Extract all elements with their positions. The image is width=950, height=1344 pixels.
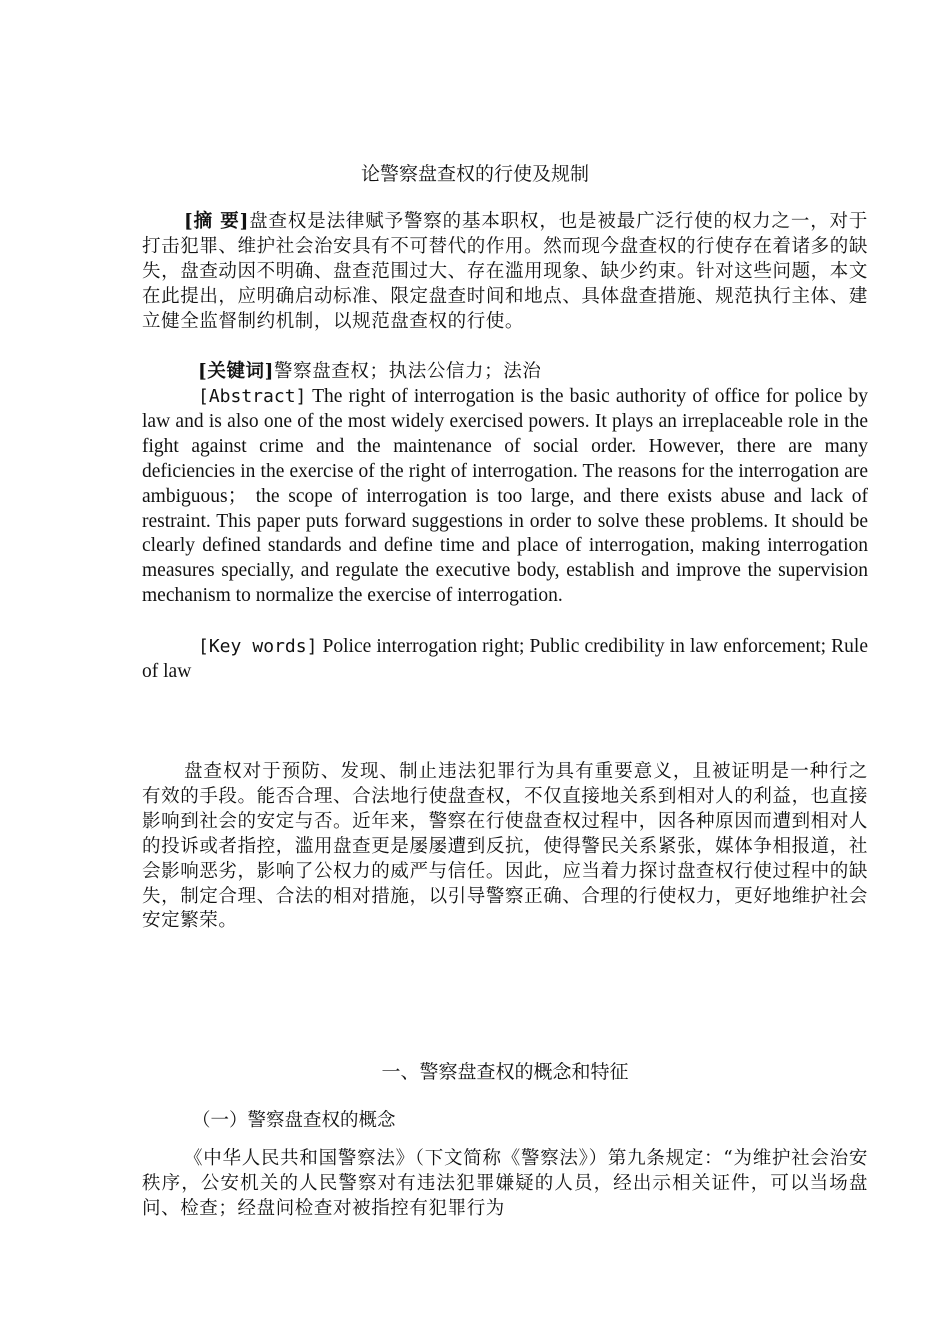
- english-abstract-text: The right of interrogation is the basic authority of office for police by law and is also one of the most widely exercised powers. It plays an irreplaceable role in the fight against crime and the maintenance of social order. However, there are many deficiencies in the exercise of the right of interrogation. The reasons for the interrogation are ambiguous； the scope of interrogation is too large, and there exists abuse and lack of restraint. This paper puts forward suggestions in order to solve these problems. It should be clearly defined standards and define time and place of interrogation, making interrogation measures specially, and regulate the executive body, establish and improve the supervision mechanism to normalize the exercise of interrogation.: [142, 386, 868, 607]
- introduction-paragraph: 盘查权对于预防、发现、制止违法犯罪行为具有重要意义，且被证明是一种行之有效的手段。能否合理、合法地行使盘查权，不仅直接地关系到相对人的利益，也直接影响到社会的安定与否。近年来，警察在行使盘查权过程中，因各种原因而遭到相对人的投诉或者指控，滥用盘查更是屡屡遭到反抗，使得警民关系紧张，媒体争相报道，社会影响恶劣，影响了公权力的威严与信任。因此，应当着力探讨盘查权行使过程中的缺失，制定合理、合法的相对措施，以引导警察正确、合理的行使权力，更好地维护社会安定繁荣。: [142, 761, 868, 932]
- chinese-abstract-label: [摘 要]: [184, 211, 249, 232]
- english-keywords-text: Police interrogation right; Public credibility in law enforcement; Rule of law: [142, 636, 868, 682]
- section-heading: 一、警察盘查权的概念和特征: [381, 1061, 629, 1083]
- chinese-abstract-text: 盘查权是法律赋予警察的基本职权，也是被最广泛行使的权力之一，对于打击犯罪、维护社会治安具有不可替代的作用。然而现今盘查权的行使存在着诸多的缺失，盘查动因不明确、盘查范围过大、存在滥用现象、缺少约束。针对这些问题，本文在此提出，应明确启动标准、限定盘查时间和地点、具体盘查措施、规范执行主体、建立健全监督制约机制，以规范盘查权的行使。: [142, 211, 869, 332]
- document-title: 论警察盘查权的行使及规制: [360, 163, 589, 185]
- body-paragraph: 《中华人民共和国警察法》（下文简称《警察法》）第九条规定：“为维护社会治安秩序，公安机关的人民警察对有违法犯罪嫌疑的人员，经出示相关证件，可以当场盘问、检查；经盘问检查对被指控有犯罪行为: [142, 1148, 868, 1219]
- english-abstract: [142, 385, 868, 609]
- chinese-keywords: [142, 360, 868, 385]
- chinese-keywords-label: [关键词]: [198, 361, 275, 382]
- english-abstract-label: [Abstract]: [198, 386, 307, 407]
- english-keywords: [142, 635, 868, 685]
- chinese-abstract: [142, 210, 868, 335]
- chinese-keywords-text: 警察盘查权；执法公信力；法治: [274, 361, 542, 382]
- subsection-heading: （一）警察盘查权的概念: [192, 1110, 396, 1131]
- english-keywords-label: [Key words]: [198, 636, 318, 657]
